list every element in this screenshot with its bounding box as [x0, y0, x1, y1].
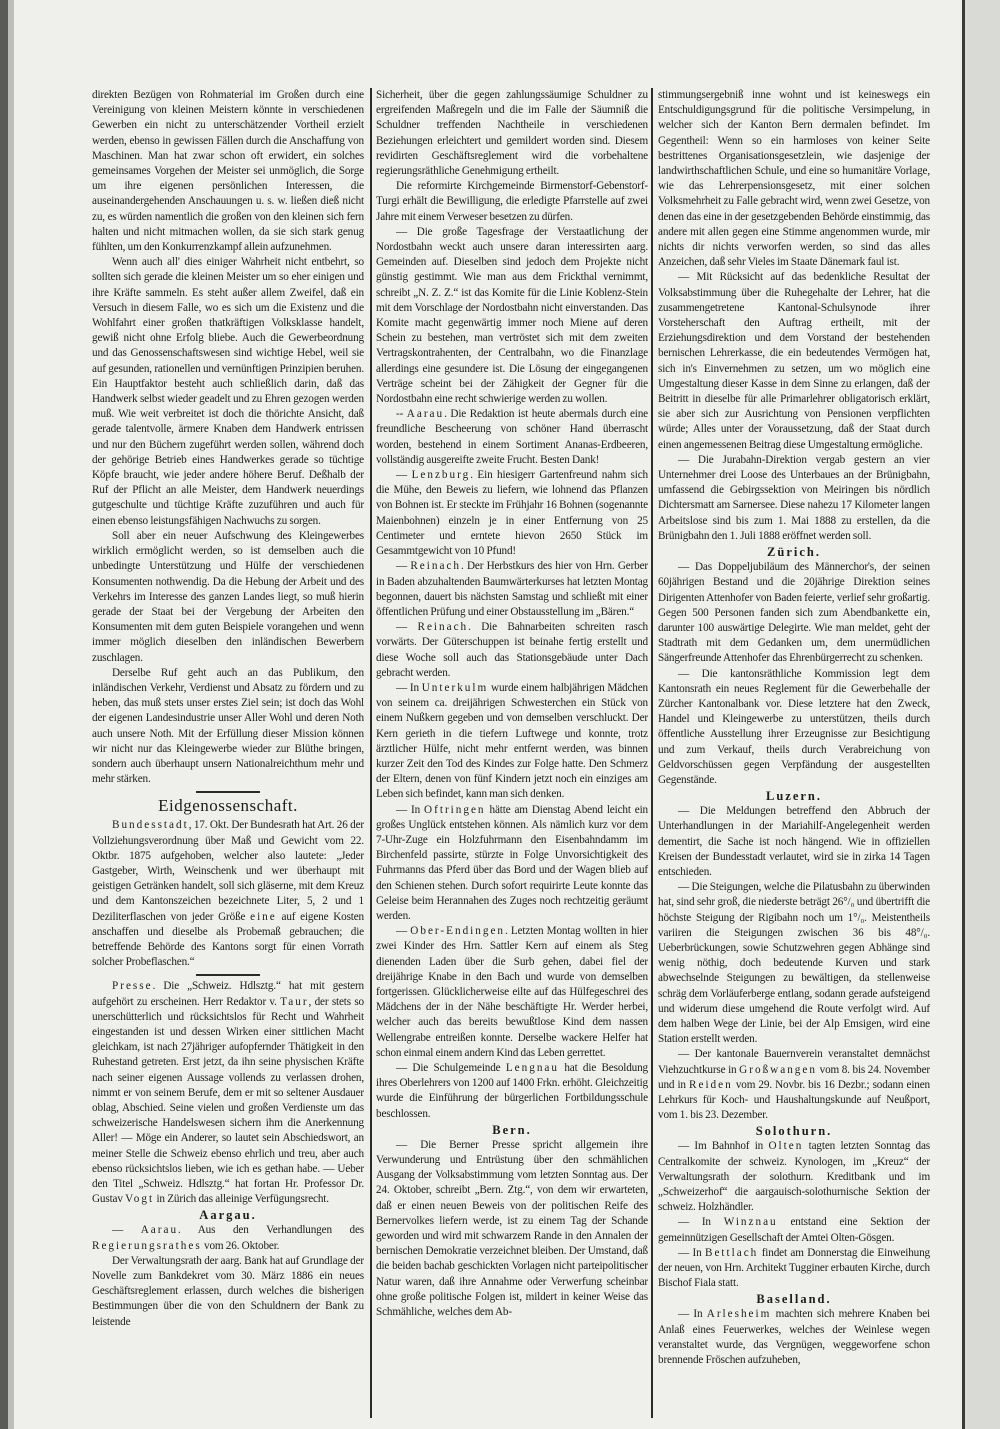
paragraph-text: direkten Bezügen von Rohmaterial im Großen durch eine Vereinigung von kleinen Meistern könnte in verschiedenen Gewerben ein nicht zu unterschätzender Vortheil erzielt werden, ebenso in gewissen Fällen durch die Anschaffung von Maschinen. Man hat zwar schon oft erwidert, ein solches gemeinsames Vorgehen der Meister sei unmöglich, die Sorge um ihre eigenen persönlichen Interessen, die auseinandergehenden Anschauungen u. s. w. ließen dieß nicht zu, es würden namentlich die großen von den kleinen sich fern halten und nicht mitmachen wollen, da sie sich stark genug fühlten, um den Konkurrenzkampf allein aufzunehmen. [92, 89, 364, 254]
section-heading: Luzern. [765, 789, 822, 804]
article-paragraph [658, 88, 930, 270]
paragraph-text: — In [678, 1216, 724, 1229]
article-paragraph [92, 88, 364, 255]
article-paragraph [376, 620, 648, 681]
section-heading: Eidgenossenschaft. [158, 796, 298, 816]
paragraph-text: . Die Bahnarbeiten schreiten rasch vorwärts. Der Güterschuppen ist beinahe fertig erstellt und diese Woche soll auch das Stationsgebäude unter Dach gebracht werden. [376, 621, 648, 679]
paragraph-text: — Der kantonale Bauernverein veranstaltet demnächst Viehzuchtkurse in [658, 1048, 930, 1076]
article-paragraph [376, 803, 648, 925]
paragraph-text: Der Verwaltungsrath der aarg. Bank hat auf Grundlage der Novelle zum Bankdekret vom 30. März 1886 ein neues Geschäftsreglement erlassen, durch welches die bisherigen Bestimmungen über die von den Schuldnern der Bank zu leistende [92, 1254, 364, 1328]
spaced-dateline: Olten [768, 1140, 804, 1153]
spaced-dateline: Bettlach [704, 1246, 759, 1259]
column-3 [658, 88, 930, 1368]
article-paragraph [658, 804, 930, 880]
paragraph-text: — Die Jurabahn-Direktion vergab gestern an vier Unternehmer drei Loose des Unterbaues an der Brünigbahn, umfassend die Gebirgssektion von Meiringen bis nördlich Dichtersmatt am Sarnersee. Diese nahezu 17 Kilometer langen Arbeitslose sind bis zum 1. Mai 1888 zu erstellen, da die Brünigbahn den 1. Juli 1888 eröffnet werden soll. [658, 453, 930, 542]
paragraph-text: — Mit Rücksicht auf das bedenkliche Resultat der Volksabstimmung über die Ruhegehalte der Lehrer, hat die zusammengetretene Kantonal-Schulsynode ihrer Vorsteherschaft den Auftrag ertheilt, mit der Erziehungsdirektion und dem Vorstand der bestehenden bernischen Lehrerkasse, die ein bedeutendes Vermögen hat, sich in's Einvernehmen zu setzen, um wo möglich eine Umgestaltung dieser Kasse in dem Sinne zu erlangen, daß der Beitritt in dieselbe für alle Primarlehrer obligatorisch erklärt, sie aber sich zur Ausrichtung von Pensionen verpflichten würde; Alles unter der Voraussetzung, daß der Staat durch einen angemessenen Beitrag diese Umgestaltung ermögliche. [658, 271, 930, 451]
section-heading: Bern. [492, 1122, 532, 1137]
spaced-dateline: Aarau [406, 408, 445, 421]
paragraph-text: — [396, 469, 412, 482]
section-heading: Aargau. [199, 1208, 257, 1223]
article-paragraph [658, 667, 930, 789]
paragraph-text: — [396, 621, 418, 634]
paragraph-text: . Der Herbstkurs des hier von Hrn. Gerber in Baden abzuhaltenden Baumwärterkurses hat letzten Montag begonnen, dauert bis nächsten Samstag und schließt mit einer öffentlichen Prüfung und einer Obstausstellung im „Bären.“ [376, 560, 648, 618]
paragraph-text: — [112, 1224, 141, 1237]
paragraph-text: Derselbe Ruf geht auch an das Publikum, den inländischen Verkehr, Verdienst und Absatz zu fördern und zu heben, das muß stets unser erstes Ziel sein; ist doch das Wohl der eigenen Landesindustrie unser Aller Wohl und deren Noth auch unsere Noth. Mit der Erfüllung dieser Mission können wir nicht nur das Kleingewerbe wieder zur Blüthe bringen, sondern auch überhaupt unsern Nationalreichthum mehr und mehr stärken. [92, 666, 364, 786]
spaced-dateline: Winznau [723, 1216, 778, 1229]
article-paragraph [658, 270, 930, 452]
spaced-dateline: Lenzburg [411, 469, 471, 482]
spaced-dateline: Unterkulm [421, 681, 489, 694]
paragraph-text: — Die Meldungen betreffend den Abbruch der Unterhandlungen in der Mariahilf-Angelegenheit werden dementirt, die Sache ist noch hängend. Wie in offiziellen Kreisen der Bundesstadt verlautet, wird sie in zirka 14 Tagen entschieden. [658, 805, 930, 878]
article-paragraph [658, 1215, 930, 1245]
paragraph-text: entstand eine Sektion der gemeinnützigen Gesellschaft der Amtei Olten-Gösgen. [658, 1216, 930, 1244]
article-paragraph [658, 1047, 930, 1123]
paragraph-text: -- [396, 408, 407, 421]
article-paragraph [658, 1246, 930, 1292]
article-paragraph [658, 453, 930, 544]
spaced-dateline: Reiden [689, 1078, 733, 1091]
paragraph-text: — Die Steigungen, welche die Pilatusbahn zu überwinden hat, sind sehr groß, die niederste beträgt 26°/₀ und übertrifft die höchste Steigung der Rigibahn noch um 1°/₀. Meistentheils variiren die Steigungen zwischen 36 bis 48°/₀. Ueberbrückungen, sowie Schutzwehren gegen Abhänge sind wenig nöthig, doch bedeutende Kurven und stark abwechselnde Steigungen zu bewältigen, da stellenweise schräg dem Vorläuferberge entlang, sodann gerade aufsteigend und widerum diese umgehend die Route verfolgt wird. Auf dem halben Wege der Linie, bei der Alp Emsigen, wird eine Station erstellt werden. [658, 881, 930, 1046]
article-paragraph [376, 681, 648, 803]
paragraph-text: Soll aber ein neuer Aufschwung des Kleingewerbes wirklich ermöglicht werden, so ist demselben auch die unbedingte Unterstützung und Hülfe der verschiedenen Konsumenten nothwendig. Da die Hebung der Arbeit und des Verkehrs im Interesse des ganzen Landes liegt, so muß hierin gerade der Staat bei der Vergebung der Arbeiten den Konsumenten mit dem guten Beispiele vorangehen und wenn immer möglich dieselben den inländischen Bewerbern zuschlagen. [92, 529, 364, 664]
section-divider [196, 974, 260, 976]
paragraph-text: — Die kantonsräthliche Kommission legt dem Kantonsrath ein neues Reglement für die Gewerbehalle der Zürcher Kantonalbank vor. Diese letztere hat den Zweck, Handel und Kleingewerbe zu unterstützen, theils durch öffentliche Ausstellung ihrer Erzeugnisse zur Besichtigung und zum Verkauf, theils durch Verabreichung von Geldvorschüssen gegen Verpfändung der ausgestellten Gegenstände. [658, 667, 930, 786]
column-1 [92, 88, 364, 1330]
article-paragraph [376, 179, 648, 225]
section-heading: Zürich. [767, 545, 821, 560]
paragraph-text: , 17. Okt. Der Bundesrath hat Art. 26 der Vollziehungsverordnung über Maß und Gewicht vom 22. Oktbr. 1875 aufgehoben, welcher also lautete: „Jeder Gastgeber, Wirth, Weinschenk und wer überhaupt mit geistigen Getränken handelt, soll sich gläserne, mit dem Kreuz und dem Kantonszeichen bezeichnete Liter, 5, 2 und 1 Deziliterflaschen von jeder Größe [92, 819, 364, 923]
paragraph-text: auf eigene Kosten anschaffen und dieselbe als Probemaß gebrauchen; die betreffende Behörde des Kantons sorgt für einen Vorrath solcher Probeflaschen.“ [92, 910, 364, 969]
paragraph-text: hätte am Dienstag Abend leicht ein großes Unglück entstehen können. Als nämlich kurz vor dem 7-Uhr-Zuge ein Holzfuhrmann den Eisenbahndamm im Birchenfeld passirte, stürzte in Folge Unvorsichtigkeit des Fuhrmanns das Pferd über das Bord und der Wagen blieb auf den Schienen stehen. Durch sofort requirirte Leute konnte das Geleise beim Herannahen des Zuges noch rechtzeitig geräumt werden. [376, 803, 648, 922]
spaced-dateline: Arlesheim [706, 1308, 772, 1321]
column-rule [370, 88, 372, 1418]
section-heading: Baselland. [756, 1292, 832, 1307]
paragraph-text: . Die „Schweiz. Hdlsztg.“ hat mit gestern aufgehört zu erscheinen. Herr Redaktor v. [92, 980, 364, 1008]
paragraph-text: Wenn auch all' dies einiger Wahrheit nicht entbehrt, so sollten sich gerade die kleinen Meister um so eher einigen und ihre Kräfte sammeln. Es steht außer allem Zweifel, daß ein Versuch in diesem Falle, wo es sich um die Existenz und die Wohlfahrt einer großen thatkräftigen Volksklasse handelt, gewiß nicht ohne Erfolg bliebe. Auch die Gewerbeordnung und das Genossenschaftswesen sind wichtige Hebel, weil sie auf gesunden, rationellen und vernünftigen Prinzipien beruhen. Ein Hauptfaktor besteht auch schließlich darin, daß das Handwerk selbst wieder geadelt und zu Ehren gezogen werden muß. Wie weit verbreitet ist doch die thörichte Ansicht, daß gerade talentvolle, ärmere Knaben dem Handwerk entrissen und nur den Büchern zugeführt werden sollen, während doch der gehörige Betrieb eines Handwerkes gerade so tüchtige Köpfe braucht, wie jeder andere höhere Beruf. Deßhalb der Ruf der Pflicht an alle Meister, dem Handwerk neuerdings gutgeschulte und tüchtige Kräfte zuzuführen und auch für einen ebenso leistungsfähigen Nachwuchs zu sorgen. [92, 256, 364, 527]
paragraph-text: — In [396, 681, 422, 694]
column-rule [651, 88, 653, 1418]
scan-left-edge [0, 0, 8, 1429]
paragraph-text: , der stets so unerschütterlich und rücksichtslos für Recht und Wahrheit eingestanden ist und dessen Wirken einer sittlichen Macht gleichkam, ist nach 27jähriger aufopfernder Thätigkeit in den Ruhestand getreten. Erst jetzt, da ihn seine physischen Kräfte nach seiner eigenen Aussage vollends zu verlassen drohen, nimmt er von seinem Berufe, dem er mit so seltener Ausdauer oblag, Abschied. Seine vielen und großen Verdienste um das schweizerische Handelswesen sichern ihm die Anerkennung Aller! — Möge ein Anderer, so lautet sein Abschiedswort, an meiner Stelle die Schweiz ebenso ehrlich und treu, aber auch ebenso rücksichtslos lieben, wie ich es gethan habe. — Ueber den Titel „Schweiz. Hdlsztg.“ hat fortan Hr. Professor Dr. Gustav [92, 995, 365, 1206]
article-paragraph [92, 979, 364, 1207]
section-heading: Solothurn. [755, 1124, 833, 1139]
paragraph-text: tagten letzten Sonntag das Centralkomite der schweiz. Kynologen, im „Kreuz“ der Verwaltungsrath der solothurn. Kreditbank und im „Schweizerhof“ die aargauisch-solothurnische Sektion der schweiz. Holzhändler. [658, 1140, 930, 1214]
spaced-dateline: Oftringen [424, 803, 486, 816]
paragraph-text: in Zürich das alleinige Verfügungsrecht. [154, 1193, 329, 1206]
article-paragraph [376, 1061, 648, 1122]
article-paragraph [92, 529, 364, 666]
scan-left-margin [8, 0, 14, 1429]
section-divider [196, 791, 260, 793]
paragraph-text: hat die Besoldung ihres Oberlehrers von 1200 auf 1400 Frkn. erhöht. Gleichzeitig wurde die Einführung der bürgerlichen Fortbildungsschule beschlossen. [376, 1062, 648, 1120]
paragraph-text: Sicherheit, über die gegen zahlungssäumige Schuldner zu ergreifenden Maßregeln und die im Falle der Säumniß die Schuldner treffenden Nachtheile in verschiedenen Beziehungen erleichtert und gemildert worden sind. Diesem revidirten Geschäftsreglement wird die vorbehaltene regierungsräthliche Genehmigung ertheilt. [376, 89, 648, 178]
paragraph-text: — Die große Tagesfrage der Verstaatlichung der Nordostbahn weckt auch unsere daran interessirten aarg. Gemeinden auf. Dieselben sind jedoch dem Projekte nicht günstig gestimmt. Wie man aus dem Frickthal vernimmt, schreibt „N. Z. Z.“ ist das Komite für die Linie Koblenz-Stein mit dem Vorschlage der Nordostbahn nicht einverstanden. Das Komite macht gegenwärtig immer noch Miene auf deren Schein zu bestehen, man vertröstet sich mit dem zweiten Vertragskontrahenten, der Centralbahn, wo die Finanzlage allerdings eine gesundere ist. Die Lösung der eingegangenen Verträge scheint bei der Zähigkeit der Gegner für die Nordostbahn eine recht schwierige werden zu wollen. [376, 225, 648, 406]
spaced-dateline: Reinach [417, 621, 469, 634]
spaced-dateline: Reinach [410, 560, 461, 573]
spaced-dateline: Ober-Endingen [410, 925, 506, 938]
paragraph-text: — In [678, 1246, 705, 1259]
article-paragraph [658, 560, 930, 666]
paragraph-text: . Ein hiesigerr Gartenfreund nahm sich die Mühe, den Beweis zu liefern, wie lohnend das Pflanzen von Bohnen ist. Er steckte im Frühjahr 16 Bohnen (sogenannte Maienbohnen) einzeln je in einer Entfernung von 25 Centimeter und erntete hievon 2650 Stück im Gesammtgewicht von 10 Pfund! [376, 469, 648, 558]
spaced-dateline: Großwangen [739, 1063, 817, 1076]
spaced-dateline: Bundesstadt [112, 819, 189, 832]
spaced-dateline: Aarau [140, 1224, 179, 1237]
paragraph-text: findet am Donnerstag die Einweihung der neuen, von Hrn. Architekt Tugginer erbauten Kirche, durch Bischof Fiala statt. [658, 1246, 930, 1290]
paragraph-text: vom 26. Oktober. [201, 1239, 280, 1252]
article-paragraph [92, 1223, 364, 1253]
article-paragraph [92, 255, 364, 529]
paragraph-text: — Im Bahnhof in [678, 1140, 769, 1153]
spaced-dateline: eine [250, 910, 277, 923]
article-paragraph [376, 559, 648, 620]
paragraph-text: vom 29. Novbr. bis 16 Dezbr.; sodann einen Lehrkurs für Koch- und Haushaltungskunde auf Neußport, vom 1. bis 23. Dezember. [658, 1078, 930, 1122]
spaced-dateline: Taur [280, 995, 309, 1008]
paragraph-text: — Die Berner Presse spricht allgemein ihre Verwunderung und Entrüstung über den schmählichen Ausgang der Volksabstimmung vom letzten Sonntag aus. Der 24. Oktober, schreibt „Bern. Ztg.“, von dem wir erwarteten, daß er einen neuen Beweis von der politischen Reife des Bernervolkes liefern werde, ist zu einem Tag der Schande geworden und wird mit schwarzem Rande in den Annalen der bernischen Demokratie verzeichnet bleiben. Der Umstand, daß die beiden bachab geschickten Vorlagen nicht parteipolitischer Natur waren, daß ihre Annahme oder Verwerfung scheinbar ohne große politische Folgen ist, mildert in keiner Weise das Schmähliche, welches dem Ab- [376, 1138, 648, 1319]
article-paragraph [376, 1138, 648, 1320]
paragraph-text: Die reformirte Kirchgemeinde Birmenstorf-Gebenstorf-Turgi erhält die Bewilligung, die erledigte Pfarrstelle auf zwei Jahre mit einem Verweser besetzen zu dürfen. [376, 180, 648, 223]
article-paragraph [376, 924, 648, 1061]
paragraph-text: — Das Doppeljubiläum des Männerchor's, der seinen 60jährigen Bestand und die 20jährige Direktion seines Dirigenten Attenhofer von Baden feierte, verlief sehr großartig. Gegen 500 Personen fanden sich zum Abendbankette ein, darunter 100 auswärtige Delegirte. Wie man meldet, geht der Stadtrath mit dem Gedanken um, dem unermüdlichen Sängerfreunde Attenhofer das Ehrenbürgerrecht zu schenken. [658, 561, 930, 665]
column-2 [376, 88, 648, 1320]
article-paragraph [658, 880, 930, 1047]
paragraph-text: machten sich mehrere Knaben bei Anlaß eines Feuerwerkes, welches der Weinlese wegen veranstaltet wurde, das Vergnügen, weggeworfene schon brennende Fröschen aufzuheben, [658, 1308, 930, 1367]
paragraph-text: . Die Redaktion ist heute abermals durch eine freundliche Bescheerung von schöner Hand überrascht worden, bestehend in einem Sortiment Ananas-Erdbeeren, vollständig ausgereifte zweite Frucht. Besten Dank! [376, 408, 648, 466]
paragraph-text: . Aus den Verhandlungen des [178, 1224, 365, 1237]
article-paragraph [92, 666, 364, 788]
paragraph-text: vom 8. bis 24. November und in [658, 1063, 930, 1091]
scan-right-margin [965, 0, 1000, 1429]
paragraph-text: — In [396, 803, 425, 816]
spaced-dateline: Lengnau [505, 1062, 559, 1074]
paragraph-text: stimmungsergebniß inne wohnt und ist keineswegs ein Entschuldigungsgrund für die politische Versimpelung, in welcher sich der Kanton Bern dermalen befindet. Im Gegentheil: Wenn so ein harmloses von keiner Seite bestrittenes Organisationsgesetzlein, wie dasjenige der landwirthschaftlichen Schule, und eine so humanitäre Vorlage, wie das Lehrerpensionsgesetz, mit einer solchen Volksmehrheit zu Falle gebracht wird, wenn zwei Gesetze, von denen das eine in der gesetzgebenden Behörde einstimmig, das andere mit allen gegen eine Stimme angenommen wurde, mir nichts dir nichts verworfen werden, so sind das alles Anzeichen, daß sehr Vieles im Staate Dänemark faul ist. [658, 89, 930, 269]
paragraph-text: . Letzten Montag wollten in hier zwei Kinder des Hrn. Sattler Kern auf einem als Steg dienenden Laden über die Surb gehen, dabei fiel der dreijährige Knabe in den Bach und wurde von demselben fortgerissen. Glücklicherweise eilte auf das Hülfegeschrei des Mädchens der in der Nähe beschäftigte Hr. Werder herbei, welcher auch das bereits bewußtlose Kind dem nassen Wellengrabe entreißen konnte. Derselbe wackere Helfer hat schon einmal einem andern Kind das Leben gerrettet. [376, 925, 648, 1059]
article-paragraph [376, 407, 648, 468]
article-paragraph [376, 468, 648, 559]
article-paragraph [376, 225, 648, 407]
article-paragraph [376, 88, 648, 179]
spaced-dateline: Vogt [125, 1193, 155, 1206]
paragraph-text: — [396, 560, 411, 573]
article-paragraph [658, 1307, 930, 1368]
paragraph-text: — Die Schulgemeinde [396, 1062, 506, 1074]
article-paragraph [658, 1139, 930, 1215]
paragraph-text: — In [678, 1308, 707, 1321]
article-paragraph [92, 1254, 364, 1330]
paragraph-text: wurde einem halbjährigen Mädchen von seinem ca. dreijährigen Schwesterchen ein Stück von einem Nußkern gegeben und von demselben verschluckt. Der Kern gerieth in die tiefern Luftwege und konnte, trotz ärztlicher Hülfe, nicht mehr entfernt werden, was binnen kurzer Zeit den Tod des Kindes zur Folge hatte. Den Schmerz der Eltern, denen von fünf Kindern jetzt noch ein einziges am Leben sich befindet, kann man sich denken. [376, 681, 648, 801]
paragraph-text: — [396, 925, 411, 938]
article-paragraph [92, 818, 364, 970]
spaced-dateline: Regierungsrathes [92, 1239, 202, 1252]
spaced-dateline: Presse [112, 980, 153, 993]
